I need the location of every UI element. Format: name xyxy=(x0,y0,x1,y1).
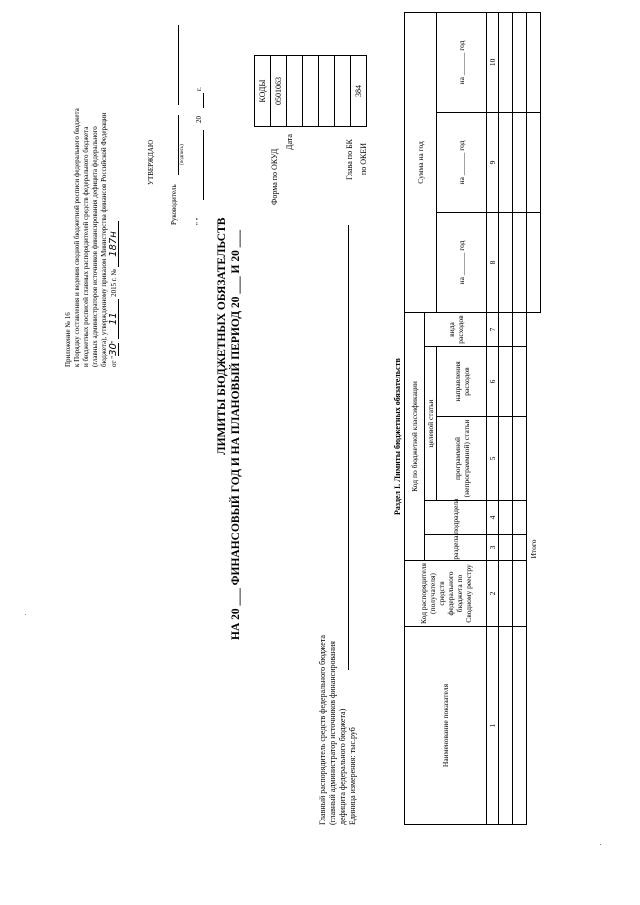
order-number: 187н xyxy=(109,221,119,267)
table-cell xyxy=(499,627,513,825)
scan-mark xyxy=(600,844,601,845)
appendix-line-4: (главных администраторов источников финансирования дефицита федерального xyxy=(91,126,99,367)
bk-value xyxy=(335,56,351,127)
limits-table xyxy=(404,12,541,825)
column-number: 2 xyxy=(487,561,499,627)
approval-year-line xyxy=(203,93,204,108)
appendix-line-5: бюджета), утвержденному приказом Министерства финансов Российской Федерации xyxy=(100,112,108,367)
col-year-2: на ______ год xyxy=(437,112,487,212)
column-number: 6 xyxy=(487,347,499,417)
left-info-line-1: Главный распорядитель средств федерального бюджета xyxy=(318,635,327,825)
date-value xyxy=(287,56,303,127)
table-cell xyxy=(513,12,527,112)
column-number: 10 xyxy=(487,12,499,112)
section-title: Раздел I. Лимиты бюджетных обязательств xyxy=(393,358,402,515)
approval-head-label: Руководитель xyxy=(170,184,178,225)
bk-label: Глава по БК xyxy=(345,139,354,180)
okud-label: Форма по ОКУД xyxy=(270,148,279,205)
date-day: 30 xyxy=(108,343,119,356)
appendix-block xyxy=(64,27,119,367)
doc-title-line-2: НА 20 ___ ФИНАНСОВЫЙ ГОД И НА ПЛАНОВЫЙ ПЕРИОД 20 ___ И 20 ___ xyxy=(230,230,242,640)
table-row xyxy=(499,12,513,824)
left-info-line-2: (главный администратор источников финансирования xyxy=(328,641,337,825)
appendix-line-2: к Порядку составления и ведения сводной бюджетной росписи федерального бюджета xyxy=(73,108,81,367)
table-cell xyxy=(499,112,513,212)
scan-mark xyxy=(25,614,26,615)
god-label: год xyxy=(457,140,466,151)
empty-code-cell xyxy=(319,56,335,127)
table-cell xyxy=(499,212,513,312)
column-number: 5 xyxy=(487,417,499,501)
codes-header: КОДЫ xyxy=(255,56,271,127)
total-label: Итого xyxy=(529,539,539,559)
name-line xyxy=(178,25,179,105)
col-vid-header: вида расходов xyxy=(425,312,487,346)
left-info-block xyxy=(318,525,358,825)
col-year-1: на ______ год xyxy=(437,212,487,312)
table-cell xyxy=(513,112,527,212)
distributor-field-line xyxy=(348,225,349,670)
na-label: на xyxy=(457,177,466,185)
table-cell xyxy=(513,312,527,346)
appendix-line-1: Приложение № 16 xyxy=(64,312,72,367)
date-prefix: от " xyxy=(110,355,118,367)
doc-title-line-1: ЛИМИТЫ БЮДЖЕТНЫХ ОБЯЗАТЕЛЬСТВ xyxy=(216,217,228,455)
appendix-date xyxy=(109,27,119,367)
column-number: 8 xyxy=(487,212,499,312)
table-cell xyxy=(499,312,513,346)
god-label: год xyxy=(457,240,466,251)
na-label: на xyxy=(457,77,466,85)
total-row xyxy=(527,12,541,824)
table-cell xyxy=(513,535,527,561)
signature-hint: (подпись) xyxy=(180,144,185,165)
col-direction-header: направления расходов xyxy=(437,347,487,417)
codes-table xyxy=(254,55,367,127)
total-cell xyxy=(527,112,541,212)
na-label: на xyxy=(457,277,466,285)
okud-value: 0501063 xyxy=(271,56,287,127)
empty-code-cell xyxy=(303,56,319,127)
appendix-line-3: и бюджетных росписей главных распорядителей средств федерального бюджета xyxy=(82,126,90,367)
date-sep: " xyxy=(110,340,118,344)
group-budget-header: Код по бюджетной классификации xyxy=(405,312,425,560)
group-target-header: целевой статьи xyxy=(425,347,437,501)
table-cell xyxy=(499,347,513,417)
approval-date-line xyxy=(203,130,204,200)
column-number: 3 xyxy=(487,535,499,561)
table-cell xyxy=(499,561,513,627)
approval-title: УТВЕРЖДАЮ xyxy=(147,139,155,185)
column-numbers-row xyxy=(487,12,499,824)
god-label: год xyxy=(457,40,466,51)
table-cell xyxy=(499,12,513,112)
left-info-line-3: дефицита федерального бюджета) xyxy=(338,708,347,825)
approval-date-quotes: " " xyxy=(195,217,203,225)
column-number: 7 xyxy=(487,312,499,346)
table-cell xyxy=(513,627,527,825)
table-cell xyxy=(499,417,513,501)
okei-label: по ОКЕИ xyxy=(359,142,368,175)
approval-year: 20 xyxy=(195,116,203,123)
table-cell xyxy=(513,501,527,535)
date-year: 2015 г. № xyxy=(110,268,118,297)
left-info-line-4: Единица измерения: тыс.руб xyxy=(348,727,357,825)
col-program-header: программной (непрограммной) статьи xyxy=(437,417,487,501)
col-podrazdel-header: подраздела xyxy=(425,501,487,535)
col-year-3: на ______ год xyxy=(437,12,487,112)
table-cell xyxy=(513,212,527,312)
group-sum-header: Сумма на год xyxy=(405,12,437,312)
signature-line xyxy=(178,115,179,175)
table-cell xyxy=(513,417,527,501)
table-cell xyxy=(499,535,513,561)
total-cell xyxy=(527,212,541,312)
col-name-header: Наименование показателя xyxy=(405,627,487,825)
col-code-header: Код распорядителя (получателя) средств федерального бюджета по Сводному реестру xyxy=(405,561,487,627)
column-number: 4 xyxy=(487,501,499,535)
okei-value: 384 xyxy=(351,56,367,127)
table-cell xyxy=(513,347,527,417)
table-cell xyxy=(513,561,527,627)
table-cell xyxy=(499,501,513,535)
date-month: 11 xyxy=(109,299,119,339)
date-label: Дата xyxy=(285,134,294,150)
column-number: 1 xyxy=(487,627,499,825)
total-cell xyxy=(527,12,541,112)
column-number: 9 xyxy=(487,112,499,212)
table-row xyxy=(513,12,527,824)
approval-g: г. xyxy=(195,87,203,91)
col-razdel-header: раздела xyxy=(425,535,487,561)
